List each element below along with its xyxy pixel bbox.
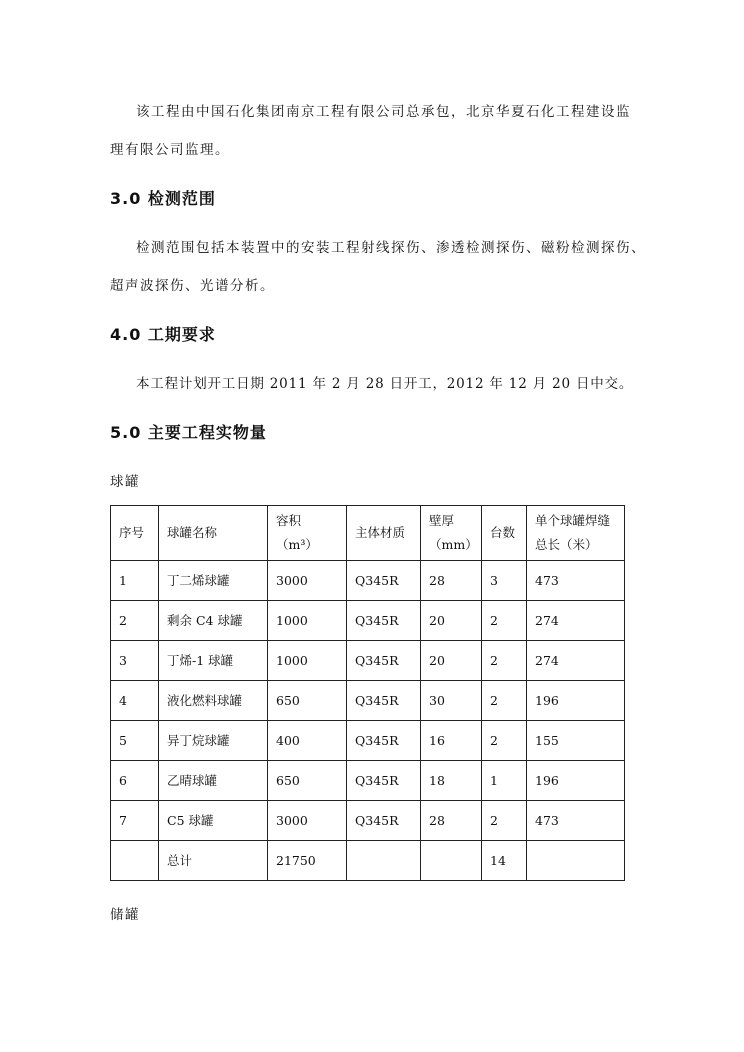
label-storage-tanks: 储罐 [110,907,140,923]
table-cell: 21750 [268,841,347,881]
table-header-cell [421,506,482,561]
header-line1: 壁厚 [429,513,455,528]
table-cell: 1000 [268,601,347,641]
table-row [111,681,625,721]
table-header-cell [111,506,159,561]
table-cell: C5 球罐 [159,801,268,841]
table-cell: 总计 [159,841,268,881]
table-header-cell [268,506,347,561]
table-cell: 20 [421,601,482,641]
table-cell: 2 [482,721,527,761]
table-cell: 400 [268,721,347,761]
table-cell: 274 [527,641,625,681]
heading-quantities: 5.0 主要工程实物量 [110,423,267,442]
table-header-cell [347,506,421,561]
table-cell [347,841,421,881]
table-header-cell [159,506,268,561]
table-cell: Q345R [347,801,421,841]
paragraph-contractor-line1: 该工程由中国石化集团南京工程有限公司总承包，北京华夏石化工程建设监 [136,104,631,120]
table-cell: 2 [111,601,159,641]
table-cell: 7 [111,801,159,841]
table-cell: 1000 [268,641,347,681]
table-row [111,561,625,601]
header-line1: 容积 [276,513,302,528]
table-cell: Q345R [347,721,421,761]
table-row [111,841,625,881]
table-header-row [111,506,625,561]
table-cell: 20 [421,641,482,681]
table-cell: 液化燃料球罐 [159,681,268,721]
table-cell: 14 [482,841,527,881]
table-row [111,721,625,761]
table-cell: 异丁烷球罐 [159,721,268,761]
table-cell: 3000 [268,801,347,841]
table-cell: Q345R [347,601,421,641]
spherical-tank-table [110,505,625,881]
header-line2: （mm） [429,537,478,552]
table-cell: 2 [482,641,527,681]
table-cell: 剩余 C4 球罐 [159,601,268,641]
table-row [111,801,625,841]
header-line2: （m³） [276,537,318,552]
table-cell: 丁二烯球罐 [159,561,268,601]
label-spherical-tanks: 球罐 [110,474,140,490]
heading-scope: 3.0 检测范围 [110,189,216,208]
table-cell: 28 [421,561,482,601]
table-cell: 2 [482,601,527,641]
table-header-cell [527,506,625,561]
table-cell: 196 [527,761,625,801]
table-cell [421,841,482,881]
table-cell: 5 [111,721,159,761]
table-cell: 2 [482,681,527,721]
table-cell: Q345R [347,761,421,801]
table-cell [527,841,625,881]
heading-schedule: 4.0 工期要求 [110,325,216,344]
table-row [111,761,625,801]
table-cell: 473 [527,561,625,601]
table-cell: 18 [421,761,482,801]
table-cell: 乙晴球罐 [159,761,268,801]
table-cell: 6 [111,761,159,801]
table-cell: 3 [482,561,527,601]
paragraph-scope-line1: 检测范围包括本装置中的安装工程射线探伤、渗透检测探伤、磁粉检测探伤、 [136,240,646,256]
table-cell: 28 [421,801,482,841]
header-line1: 台数 [490,525,516,540]
table-cell: 196 [527,681,625,721]
table-cell: Q345R [347,681,421,721]
header-line1: 球罐名称 [167,525,218,540]
table-header-cell [482,506,527,561]
table-cell: 2 [482,801,527,841]
table-cell: Q345R [347,641,421,681]
table-cell: 16 [421,721,482,761]
table-cell: 3000 [268,561,347,601]
table-row [111,641,625,681]
table-row [111,601,625,641]
paragraph-contractor-line2: 理有限公司监理。 [110,142,230,158]
table-cell: 155 [527,721,625,761]
table-cell: Q345R [347,561,421,601]
table-cell: 650 [268,681,347,721]
table-cell: 3 [111,641,159,681]
table-cell: 丁烯-1 球罐 [159,641,268,681]
paragraph-scope-line2: 超声波探伤、光谱分析。 [110,278,275,294]
table-cell: 274 [527,601,625,641]
table-cell: 30 [421,681,482,721]
table-cell: 1 [111,561,159,601]
header-line2: 总长（米） [535,537,598,552]
header-line1: 单个球罐焊缝 [535,513,611,528]
table-cell: 1 [482,761,527,801]
table-cell: 650 [268,761,347,801]
header-line1: 序号 [119,525,145,540]
header-line1: 主体材质 [355,525,406,540]
paragraph-schedule: 本工程计划开工日期 2011 年 2 月 28 日开工，2012 年 12 月 20 日中交。 [136,376,634,392]
table-cell: 473 [527,801,625,841]
table-cell: 4 [111,681,159,721]
table-cell [111,841,159,881]
